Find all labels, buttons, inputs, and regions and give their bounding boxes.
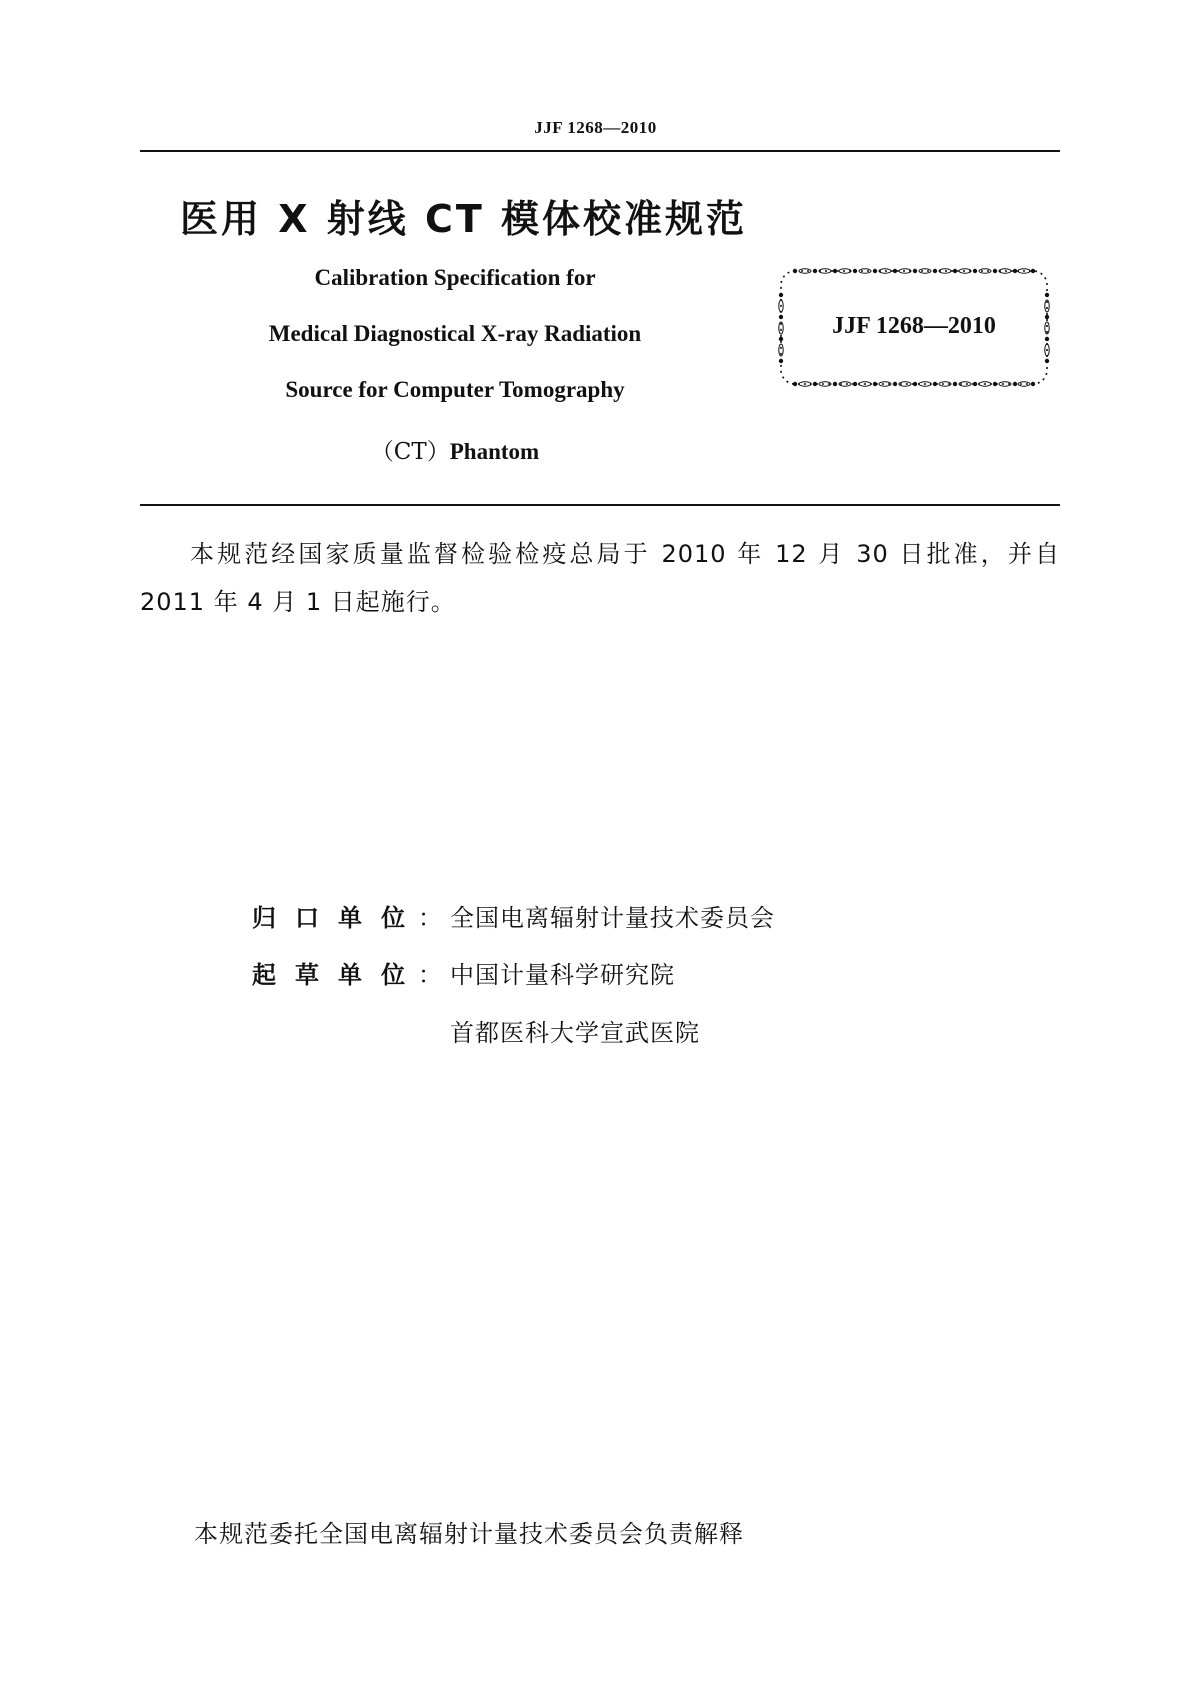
drafting-unit-value-1: 中国计量科学研究院 <box>450 961 675 989</box>
chinese-title: 医用 X 射线 CT 模体校准规范 <box>180 197 748 241</box>
drafting-unit-label: 起草单位 <box>252 961 424 989</box>
english-title-line-3: Source for Computer Tomography <box>285 377 625 402</box>
running-header-code: JJF 1268—2010 <box>534 118 657 137</box>
english-title-line-2: Medical Diagnostical X-ray Radiation <box>268 321 642 346</box>
interpretation-note: 本规范委托全国电离辐射计量技术委员会负责解释 <box>194 1520 744 1548</box>
approval-statement: 本规范经国家质量监督检验检疫总局于 2010 年 12 月 30 日批准，并自 2011 年 4 月 1 日起施行。 <box>140 540 1060 616</box>
top-divider <box>140 150 1060 152</box>
centralized-unit-colon: ： <box>418 904 442 932</box>
centralized-unit-label: 归口单位 <box>252 904 424 932</box>
english-title-ct-paren: （CT） <box>370 439 450 465</box>
english-title-line-4 <box>140 433 770 466</box>
drafting-unit-colon: ： <box>418 961 442 989</box>
bottom-divider <box>140 504 1060 506</box>
centralized-unit-value: 全国电离辐射计量技术委员会 <box>450 904 775 932</box>
specification-code: JJF 1268—2010 <box>832 313 996 339</box>
drafting-unit-value-2: 首都医科大学宣武医院 <box>450 1019 700 1047</box>
specification-code-box <box>775 265 1053 390</box>
english-title-phantom: Phantom <box>449 439 540 464</box>
english-title-line-1: Calibration Specification for <box>314 265 596 290</box>
